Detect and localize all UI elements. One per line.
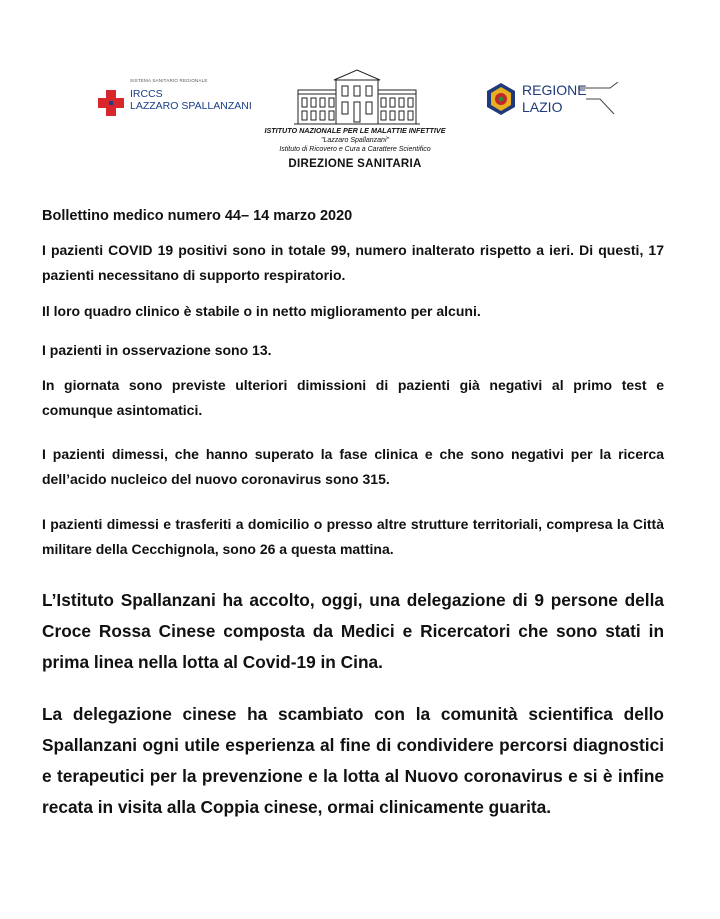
lazio-label: LAZIO [522,99,563,115]
paragraph-discharged-transferred: I pazienti dimessi e trasferiti a domicilio o presso altre strutture territoriali, compresa la Città militare della Cecchignola, sono 26 a questa mattina. [42,516,664,557]
institute-caption [230,126,480,172]
institute-type: Istituto di Ricovero e Cura a Carattere Scientifico [279,146,431,153]
institute-name: ISTITUTO NAZIONALE PER LE MALATTIE INFETTIVE [264,126,446,135]
letterhead [0,0,720,190]
paragraph-total-positive: I pazienti COVID 19 positivi sono in totale 99, numero inalterato rispetto a ieri. Di questi, 17 pazienti necessitano di supporto respiratorio. [42,242,664,283]
institute-subname: "Lazzaro Spallanzani" [320,137,389,144]
spallanzani-logo [96,78,256,118]
paragraph-planned-discharges: In giornata sono previste ulteriori dimissioni di pazienti già negativi al primo test e comunque asintomatici. [42,377,664,418]
regione-lazio-logo [480,80,620,120]
lazio-swoosh-icon [576,82,620,116]
paragraph-discharged-negative: I pazienti dimessi, che hanno superato la fase clinica e che sono negativi per la ricerca dell’acido nucleico del nuovo coronavirus sono 315. [42,446,664,487]
regione-label: REGIONE [522,82,587,98]
paragraph-delegation-exchange: La delegazione cinese ha scambiato con la comunità scientifica dello Spallanzani ogni utile esperienza al fine di condividere percorsi diagnostici e terapeutici per la prevenzione e la lotta al Nuovo coronavirus e si è infine recata in visita alla Coppia cinese, ormai clinicamente guarita. [42,704,664,817]
paragraph-observation: I pazienti in osservazione sono 13. [42,342,272,358]
regional-system-label: SISTEMA SANITARIO REGIONALE [130,78,208,83]
red-cross-icon [96,88,126,118]
institute-building-icon [292,68,422,126]
paragraph-clinical-status: Il loro quadro clinico è stabile o in netto miglioramento per alcuni. [42,303,481,319]
bulletin-title: Bollettino medico numero 44– 14 marzo 2020 [42,208,353,224]
department-title: DIREZIONE SANITARIA [288,158,422,170]
paragraph-chinese-delegation: L’Istituto Spallanzani ha accolto, oggi, una delegazione di 9 persone della Croce Rossa Cinese composta da Medici e Ricercatori che sono stati in prima linea nella lotta al Covid-19 in Cina. [42,590,664,672]
lazio-emblem-icon [484,82,518,116]
spallanzani-label: LAZZARO SPALLANZANI [130,100,252,112]
irccs-label: IRCCS [130,88,163,100]
